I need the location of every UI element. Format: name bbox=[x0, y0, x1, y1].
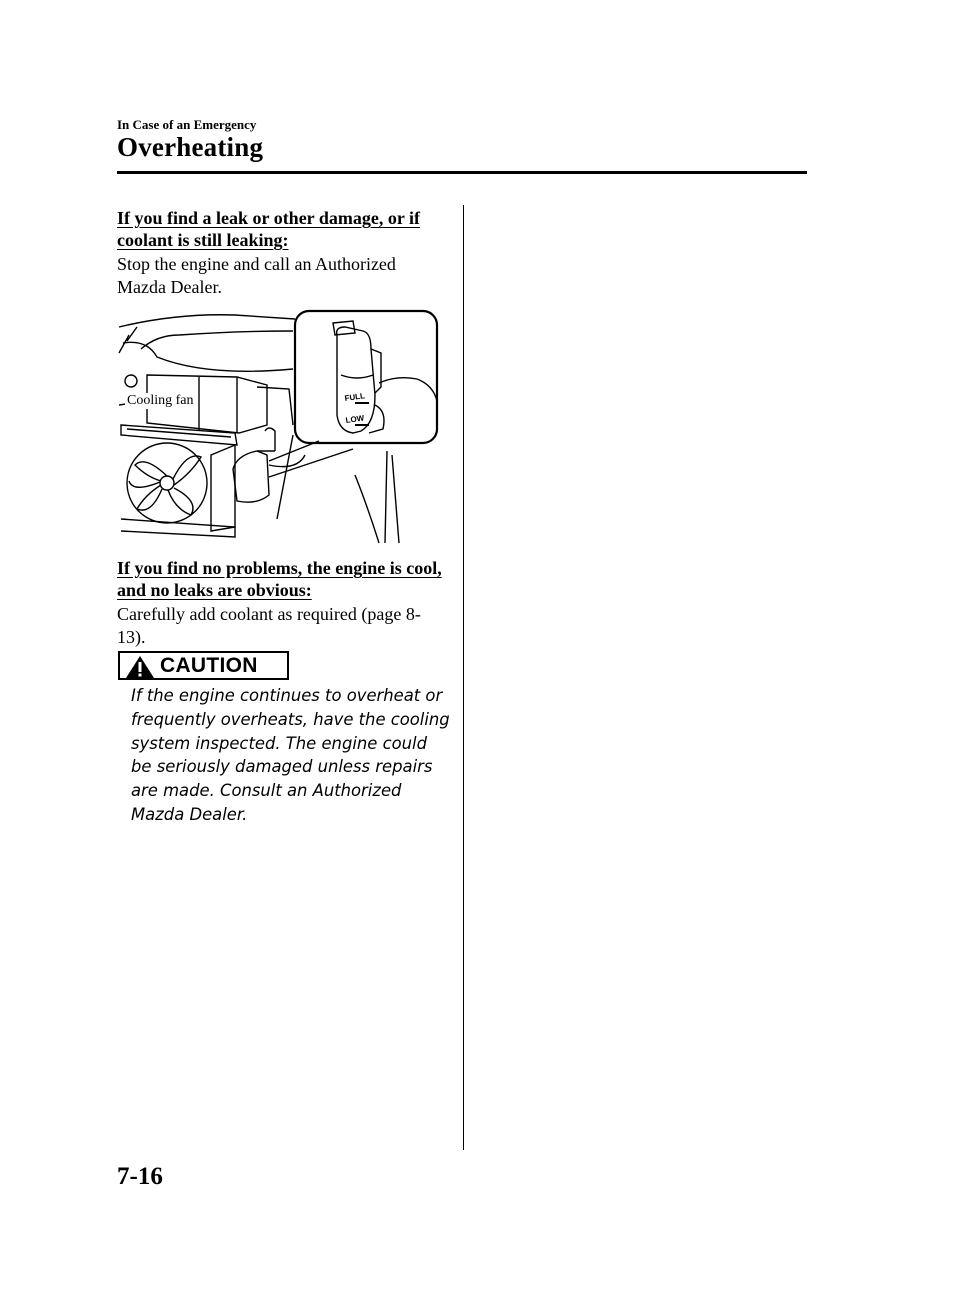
paragraph-add-coolant: Carefully add coolant as required (page 8-13). bbox=[117, 604, 421, 647]
figure-label-full: FULL bbox=[344, 391, 366, 403]
engine-coolant-figure bbox=[117, 305, 442, 545]
page-title: Overheating bbox=[117, 132, 264, 162]
column-divider bbox=[463, 205, 464, 1150]
subheading-leak: If you find a leak or other damage, or if coolant is still leaking: bbox=[117, 208, 421, 250]
title-rule bbox=[117, 171, 807, 174]
figure-label-low: LOW bbox=[345, 413, 365, 425]
caution-label: CAUTION bbox=[160, 654, 258, 677]
subheading-no-problems: If you find no problems, the engine is cool, and no leaks are obvious: bbox=[117, 558, 442, 600]
paragraph-leak: Stop the engine and call an Authorized Mazda Dealer. bbox=[117, 254, 396, 297]
section-label: In Case of an Emergency bbox=[117, 117, 257, 132]
caution-text: If the engine continues to overheat or frequently overheats, have the cooling system inspected. The engine could be seriously damaged unless repairs are made. Consult an Authorized Mazda Dealer. bbox=[131, 686, 450, 824]
engine-bay-illustration bbox=[117, 305, 442, 545]
caution-box bbox=[118, 651, 289, 680]
figure-label-cooling-fan: Cooling fan bbox=[127, 393, 194, 408]
warning-triangle-icon bbox=[125, 655, 155, 679]
page-number: 7-16 bbox=[117, 1163, 163, 1190]
